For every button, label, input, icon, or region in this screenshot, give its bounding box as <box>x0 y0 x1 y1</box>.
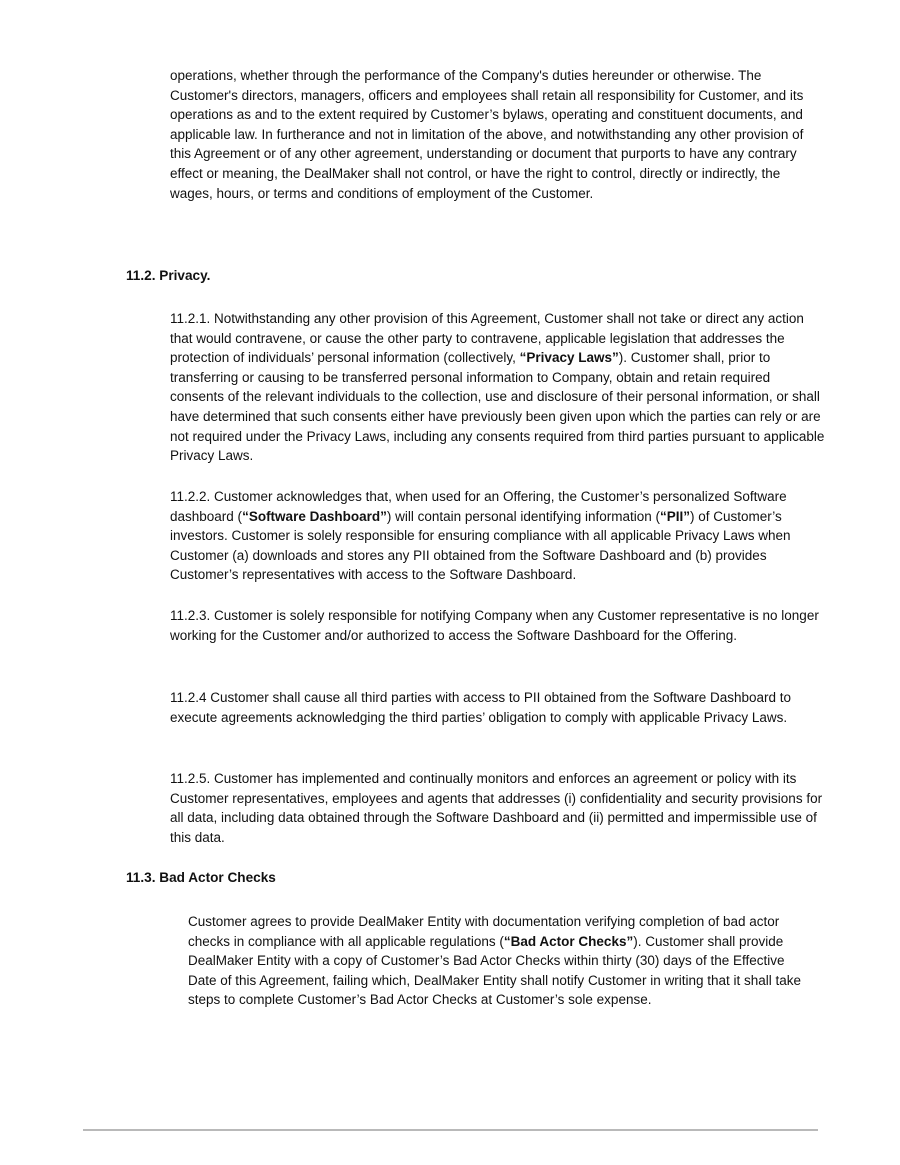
defined-term-software-dashboard: “Software Dashboard” <box>242 508 387 524</box>
defined-term-bad-actor-checks: “Bad Actor Checks” <box>503 933 634 949</box>
clause-text: 11.2.1. Notwithstanding any other provision of this Agreement, Customer shall not take or direct any action that would contravene, or cause the other party to contravene, applicable legislation that addresses the protection of individuals’ personal information (collectively, <box>170 311 804 366</box>
clause-text: 11.2.2. Customer acknowledges that, when used for an Offering, the Customer’s personalized Software dashboard ( <box>170 489 787 524</box>
clause-11-3 <box>188 912 803 1010</box>
clause-11-2-4: 11.2.4 Customer shall cause all third parties with access to PII obtained from the Software Dashboard to execute agreements acknowledging the third parties’ obligation to comply with applicable Privacy Laws. <box>170 690 792 725</box>
defined-term-pii: “PII” <box>659 508 690 524</box>
clause-text: ). Customer shall, prior to transferring or causing to be transferred personal information to Company, obtain and retain required consents of the relevant individuals to the collection, use and disclosure of their personal information, or shall have determined that such consents either have previously been given upon which the parties can rely or are not required under the Privacy Laws, including any consents required from third parties pursuant to applicable Privacy Laws. <box>170 350 825 464</box>
clause-11-2-5: 11.2.5. Customer has implemented and continually monitors and enforces an agreement or policy with its Customer representatives, employees and agents that addresses (i) confidentiality and security provisions for all data, including data obtained through the Software Dashboard and (ii) permitted and impermissible use of this data. <box>170 771 823 845</box>
clause-text: Customer agrees to provide DealMaker Entity with documentation verifying completion of bad actor checks in compliance with all applicable regulations ( <box>188 914 780 949</box>
clause-text: ). Customer shall provide DealMaker Entity with a copy of Customer’s Bad Actor Checks within thirty (30) days of the Effective Date of this Agreement, failing which, DealMaker Entity shall notify Customer in writing that it shall take steps to complete Customer’s Bad Actor Checks at Customer’s sole expense. <box>188 933 802 1008</box>
intro-paragraph: operations, whether through the performance of the Company's duties hereunder or otherwise. The Customer's directors, managers, officers and employees shall retain all responsibility for Customer, and its operations as and to the extent required by Customer’s bylaws, operating and constituent documents, and applicable law. In furtherance and not in limitation of the above, and notwithstanding any other provision of this Agreement or of any other agreement, understanding or document that purports to have any contrary effect or meaning, the DealMaker shall not control, or have the right to control, directly or indirectly, the wages, hours, or terms and conditions of employment of the Customer. <box>170 68 804 201</box>
clause-11-2-3: 11.2.3. Customer is solely responsible for notifying Company when any Customer representative is no longer working for the Customer and/or authorized to access the Software Dashboard for the Offering. <box>170 608 819 643</box>
clause-11-2-1 <box>170 309 825 466</box>
clause-11-2-2 <box>170 487 825 585</box>
clause-text: ) of Customer’s investors. Customer is solely responsible for ensuring compliance with all applicable Privacy Laws when Customer (a) downloads and stores any PII obtained from the Software Dashboard and (b) provides Customer’s representatives with access to the Software Dashboard. <box>170 508 791 583</box>
section-heading-privacy: 11.2. Privacy. <box>126 268 211 283</box>
footer-divider <box>83 1129 818 1131</box>
clause-text: ) will contain personal identifying information ( <box>386 508 660 524</box>
defined-term-privacy-laws: “Privacy Laws” <box>519 350 619 366</box>
section-heading-bad-actor-checks: 11.3. Bad Actor Checks <box>126 870 276 885</box>
